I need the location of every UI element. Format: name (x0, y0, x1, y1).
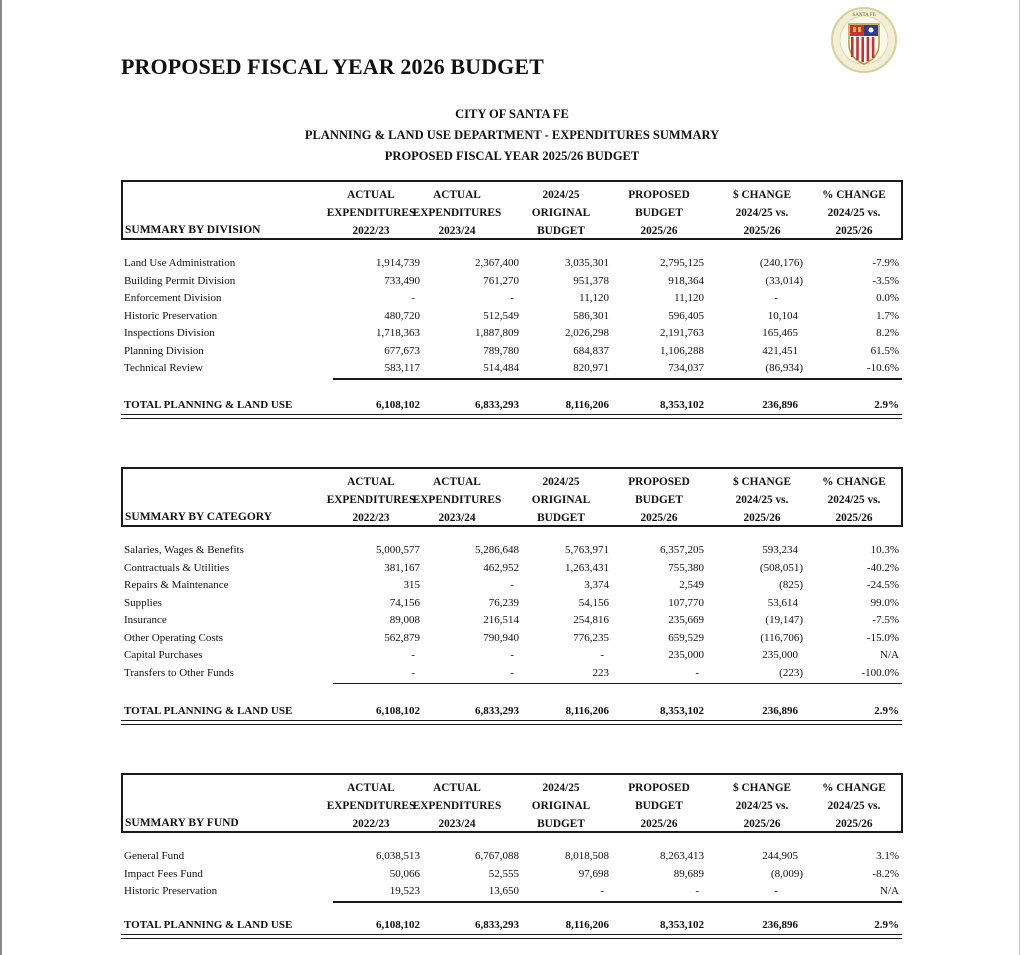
cell-value: - (600, 649, 604, 661)
column-header-line: EXPENDITURES (412, 494, 502, 506)
cell-value: 19,523 (389, 885, 420, 897)
row-label: Land Use Administration (124, 257, 236, 269)
row-label: Technical Review (124, 362, 203, 374)
cell-value: 1,914,739 (376, 257, 420, 269)
cell-value: (223) (779, 666, 803, 679)
column-header (599, 473, 719, 527)
table-row (121, 562, 902, 580)
total-value: 6,833,293 (475, 399, 519, 411)
row-label: Historic Preservation (124, 885, 218, 897)
column-header-line: EXPENDITURES (412, 800, 502, 812)
total-value: 6,833,293 (475, 705, 519, 717)
cell-value: (116,706) (760, 631, 803, 644)
table-row (121, 885, 902, 903)
section-title: SUMMARY BY DIVISION (125, 224, 261, 236)
column-header-line: 2025/26 (640, 818, 678, 830)
total-value: 8,116,206 (565, 919, 609, 931)
fiscal-year-heading: PROPOSED FISCAL YEAR 2025/26 BUDGET (384, 149, 640, 163)
column-header-line: $ CHANGE (732, 189, 792, 201)
column-header (599, 779, 719, 833)
total-value: 6,108,102 (376, 919, 420, 931)
cell-value: - (695, 885, 699, 897)
column-header-line: 2024/25 (542, 782, 580, 794)
section-title: SUMMARY BY FUND (125, 817, 239, 829)
svg-text:SANTA FE: SANTA FE (852, 13, 876, 18)
cell-value: 381,167 (384, 561, 420, 574)
cell-value: 5,763,971 (565, 544, 609, 556)
column-header-line: $ CHANGE (732, 782, 792, 794)
column-header (794, 473, 914, 527)
cell-value: - (774, 292, 778, 304)
column-header (397, 186, 517, 240)
cell-value: 315 (403, 579, 420, 591)
cell-value: 235,000 (668, 649, 704, 661)
cell-value: -3.5% (872, 274, 899, 287)
cell-value: 2,367,400 (475, 257, 519, 269)
cell-value: 13,650 (488, 885, 519, 897)
cell-value: 462,952 (483, 561, 519, 574)
section-title: SUMMARY BY CATEGORY (125, 511, 272, 523)
report-subheadings (0, 104, 1024, 167)
cell-value: 2,191,763 (660, 327, 704, 339)
total-value: 2.9% (874, 399, 899, 411)
row-label: Enforcement Division (124, 292, 222, 304)
cell-value: -7.5% (872, 614, 899, 626)
cell-value: 10.3% (870, 544, 899, 556)
cell-value: 733,490 (384, 274, 420, 287)
table-header (121, 773, 903, 833)
column-header-line: EXPENDITURES (326, 800, 416, 812)
column-header-line: BUDGET (635, 207, 683, 219)
column-header-line: 2024/25 (542, 189, 580, 201)
table-row (121, 850, 902, 868)
column-header-line: ACTUAL (433, 782, 481, 794)
column-header-line: BUDGET (537, 512, 585, 524)
cell-value: - (411, 649, 415, 661)
cell-value: 583,117 (384, 362, 420, 374)
cell-value: 677,673 (384, 344, 420, 357)
cell-value: 820,971 (573, 362, 609, 374)
column-header-line: 2025/26 (743, 818, 781, 830)
column-header (397, 473, 517, 527)
table-row (121, 327, 902, 345)
cell-value: - (510, 579, 514, 591)
total-value: 6,108,102 (376, 705, 420, 717)
column-header-line: BUDGET (537, 225, 585, 237)
cell-value: 1,106,288 (660, 344, 704, 357)
subtotal-rule (333, 683, 902, 685)
cell-value: 61.5% (870, 344, 899, 357)
row-label: Capital Purchases (124, 649, 203, 661)
total-double-rule (121, 934, 902, 939)
cell-value: 10,104 (767, 309, 798, 322)
row-label: Planning Division (124, 344, 204, 357)
cell-value: 89,008 (389, 614, 420, 626)
cell-value: 216,514 (483, 614, 519, 626)
column-header-line: EXPENDITURES (326, 494, 416, 506)
row-label: Salaries, Wages & Benefits (124, 544, 244, 556)
cell-value: 951,378 (573, 274, 609, 287)
column-header-line: 2023/24 (438, 225, 476, 237)
cell-value: 776,235 (573, 631, 609, 644)
row-label: Other Operating Costs (124, 631, 223, 644)
cell-value: 593,234 (762, 544, 798, 556)
cell-value: -10.6% (866, 362, 899, 374)
column-header-line: 2022/23 (352, 818, 390, 830)
table-header (121, 180, 903, 240)
cell-value: 421,451 (762, 344, 798, 357)
cell-value: 562,879 (384, 631, 420, 644)
table-row (121, 614, 902, 632)
total-value: 6,108,102 (376, 399, 420, 411)
cell-value: 480,720 (384, 309, 420, 322)
cell-value: 596,405 (668, 309, 704, 322)
cell-value: 89,689 (673, 867, 704, 880)
city-seal-icon (829, 6, 899, 74)
cell-value: - (600, 885, 604, 897)
total-value: 8,353,102 (660, 705, 704, 717)
column-header (599, 186, 719, 240)
total-value: 6,833,293 (475, 919, 519, 931)
cell-value: 50,066 (389, 867, 420, 880)
cell-value: -40.2% (866, 561, 899, 574)
cell-value: (8,009) (770, 867, 803, 880)
total-label: TOTAL PLANNING & LAND USE (124, 399, 293, 411)
cell-value: -7.9% (872, 257, 899, 269)
row-label: Contractuals & Utilities (124, 561, 230, 574)
cell-value: N/A (880, 649, 899, 661)
column-header-line: % CHANGE (822, 189, 886, 201)
table-row (121, 544, 902, 562)
column-header-line: 2024/25 vs. (827, 800, 881, 812)
cell-value: 755,380 (668, 561, 704, 574)
column-header-line: 2024/25 vs. (827, 494, 881, 506)
total-value: 236,896 (762, 399, 798, 411)
cell-value: 8,018,508 (565, 850, 609, 862)
column-header-line: 2023/24 (438, 818, 476, 830)
column-header-line: 2022/23 (352, 512, 390, 524)
cell-value: 8,263,413 (660, 850, 704, 862)
cell-value: 99.0% (870, 596, 899, 609)
column-header-line: PROPOSED (628, 476, 690, 488)
table-row (121, 292, 902, 310)
cell-value: - (695, 666, 699, 679)
cell-value: (240,176) (759, 257, 803, 269)
row-label: Building Permit Division (124, 274, 236, 287)
row-label: Insurance (124, 614, 167, 626)
cell-value: 76,239 (488, 596, 519, 609)
cell-value: 1,718,363 (376, 327, 420, 339)
column-header (794, 779, 914, 833)
table-row (121, 597, 902, 615)
cell-value: 1.7% (876, 309, 899, 322)
table-row (121, 310, 902, 328)
column-header-line: 2025/26 (835, 512, 873, 524)
subtotal-rule (333, 378, 902, 380)
cell-value: 0.0% (876, 292, 899, 304)
row-label: Supplies (124, 596, 162, 609)
cell-value: - (510, 292, 514, 304)
page-title: PROPOSED FISCAL YEAR 2026 BUDGET (121, 54, 544, 79)
cell-value: 789,780 (483, 344, 519, 357)
row-label: Transfers to Other Funds (124, 666, 234, 679)
table-row (121, 257, 902, 275)
column-header-line: 2024/25 vs. (735, 494, 789, 506)
column-header-line: ACTUAL (347, 189, 395, 201)
table-row (121, 275, 902, 293)
cell-value: -8.2% (872, 867, 899, 880)
column-header-line: 2023/24 (438, 512, 476, 524)
total-label: TOTAL PLANNING & LAND USE (124, 705, 293, 717)
column-header-line: 2024/25 vs. (735, 800, 789, 812)
cell-value: 254,816 (573, 614, 609, 626)
cell-value: 586,301 (573, 309, 609, 322)
cell-value: 74,156 (389, 596, 420, 609)
total-row (121, 399, 902, 415)
cell-value: 244,905 (762, 850, 798, 862)
cell-value: 3,035,301 (565, 257, 609, 269)
column-header-line: ACTUAL (347, 782, 395, 794)
cell-value: 734,037 (668, 362, 704, 374)
table-row (121, 579, 902, 597)
cell-value: -24.5% (866, 579, 899, 591)
cell-value: 2,549 (679, 579, 704, 591)
column-header-line: 2025/26 (835, 818, 873, 830)
column-header (397, 779, 517, 833)
column-header-line: 2025/26 (743, 225, 781, 237)
cell-value: 918,364 (668, 274, 704, 287)
total-value: 2.9% (874, 705, 899, 717)
column-header-line: 2024/25 (542, 476, 580, 488)
cell-value: 684,837 (573, 344, 609, 357)
cell-value: - (510, 666, 514, 679)
total-value: 8,353,102 (660, 399, 704, 411)
cell-value: - (411, 292, 415, 304)
cell-value: 512,549 (483, 309, 519, 322)
cell-value: 107,770 (668, 596, 704, 609)
cell-value: 223 (592, 666, 609, 679)
cell-value: N/A (880, 885, 899, 897)
cell-value: - (510, 649, 514, 661)
column-header-line: 2025/26 (640, 512, 678, 524)
cell-value: 97,698 (578, 867, 609, 880)
cell-value: 6,038,513 (376, 850, 420, 862)
column-header-line: 2022/23 (352, 225, 390, 237)
department-heading: PLANNING & LAND USE DEPARTMENT - EXPENDITURES SUMMARY (304, 128, 720, 142)
column-header-line: ORIGINAL (531, 494, 591, 506)
column-header-line: PROPOSED (628, 189, 690, 201)
table-row (121, 362, 902, 380)
cell-value: 5,286,648 (475, 544, 519, 556)
cell-value: (86,934) (765, 362, 803, 374)
column-header-line: % CHANGE (822, 782, 886, 794)
cell-value: 235,000 (762, 649, 798, 661)
cell-value: 1,887,809 (475, 327, 519, 339)
total-value: 236,896 (762, 919, 798, 931)
column-header-line: 2025/26 (743, 512, 781, 524)
column-header-line: BUDGET (537, 818, 585, 830)
row-label: Impact Fees Fund (124, 867, 203, 880)
total-value: 8,353,102 (660, 919, 704, 931)
cell-value: -15.0% (866, 631, 899, 644)
column-header-line: BUDGET (635, 800, 683, 812)
cell-value: (33,014) (765, 274, 803, 287)
cell-value: 3.1% (876, 850, 899, 862)
column-header (794, 186, 914, 240)
total-value: 236,896 (762, 705, 798, 717)
subtotal-rule (333, 901, 902, 903)
cell-value: -100.0% (861, 666, 899, 679)
table-row (121, 649, 902, 667)
cell-value: 2,026,298 (565, 327, 609, 339)
column-header-line: ORIGINAL (531, 800, 591, 812)
total-row (121, 705, 902, 721)
cell-value: (19,147) (765, 614, 803, 626)
column-header-line: ORIGINAL (531, 207, 591, 219)
column-header-line: ACTUAL (347, 476, 395, 488)
cell-value: 2,795,125 (660, 257, 704, 269)
cell-value: (508,051) (759, 561, 803, 574)
cell-value: 6,357,205 (660, 544, 704, 556)
cell-value: 5,000,577 (376, 544, 420, 556)
row-label: General Fund (124, 850, 185, 862)
total-double-rule (121, 414, 902, 419)
column-header-line: $ CHANGE (732, 476, 792, 488)
cell-value: (825) (779, 579, 803, 591)
column-header-line: EXPENDITURES (412, 207, 502, 219)
row-label: Historic Preservation (124, 309, 218, 322)
column-header-line: % CHANGE (822, 476, 886, 488)
total-value: 8,116,206 (565, 399, 609, 411)
column-header-line: 2024/25 vs. (827, 207, 881, 219)
column-header-line: 2025/26 (835, 225, 873, 237)
table-row (121, 632, 902, 650)
cell-value: 514,484 (483, 362, 519, 374)
column-header-line: ACTUAL (433, 476, 481, 488)
table-row (121, 868, 902, 886)
cell-value: 53,614 (767, 596, 798, 609)
cell-value: 761,270 (483, 274, 519, 287)
cell-value: 52,555 (488, 867, 519, 880)
total-value: 2.9% (874, 919, 899, 931)
cell-value: 54,156 (578, 596, 609, 609)
cell-value: - (411, 666, 415, 679)
cell-value: 11,120 (674, 292, 704, 304)
cell-value: 1,263,431 (565, 561, 609, 574)
total-value: 8,116,206 (565, 705, 609, 717)
column-header-line: EXPENDITURES (326, 207, 416, 219)
cell-value: 3,374 (584, 579, 609, 591)
column-header-line: ACTUAL (433, 189, 481, 201)
table-header (121, 467, 903, 527)
total-label: TOTAL PLANNING & LAND USE (124, 919, 293, 931)
total-row (121, 919, 902, 935)
row-label: Inspections Division (124, 327, 215, 339)
column-header-line: 2024/25 vs. (735, 207, 789, 219)
cell-value: 8.2% (876, 327, 899, 339)
row-label: Repairs & Maintenance (124, 579, 229, 591)
cell-value: 659,529 (668, 631, 704, 644)
table-row (121, 667, 902, 685)
total-double-rule (121, 720, 902, 725)
city-name: CITY OF SANTA FE (455, 107, 569, 121)
column-header-line: PROPOSED (628, 782, 690, 794)
column-header-line: 2025/26 (640, 225, 678, 237)
table-row (121, 345, 902, 363)
cell-value: 11,120 (579, 292, 609, 304)
cell-value: 6,767,088 (475, 850, 519, 862)
cell-value: - (774, 885, 778, 897)
column-header-line: BUDGET (635, 494, 683, 506)
cell-value: 790,940 (483, 631, 519, 644)
cell-value: 165,465 (762, 327, 798, 339)
cell-value: 235,669 (668, 614, 704, 626)
